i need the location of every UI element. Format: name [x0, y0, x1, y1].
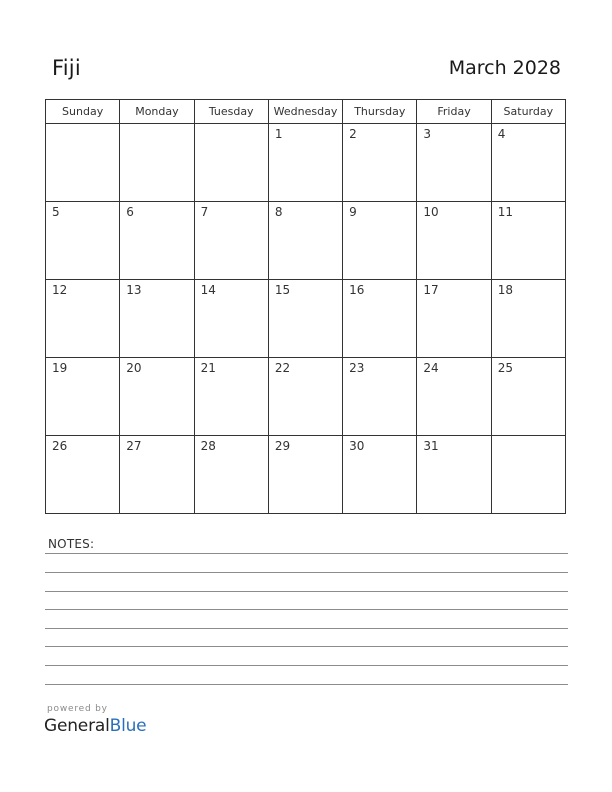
month-year-title: March 2028	[448, 57, 561, 79]
day-cell	[46, 436, 120, 514]
day-number: 3	[423, 127, 432, 141]
day-cell	[194, 280, 268, 358]
day-number: 25	[497, 361, 513, 375]
day-number: 11	[497, 205, 513, 219]
day-cell	[417, 436, 491, 514]
day-cell	[491, 358, 565, 436]
day-cell	[491, 124, 565, 202]
day-number: 6	[126, 205, 134, 219]
day-cell	[120, 124, 194, 202]
note-line	[45, 665, 568, 666]
weekday-wednesday: Wednesday	[268, 100, 342, 124]
day-cell	[194, 124, 268, 202]
note-line	[45, 572, 568, 573]
note-line	[45, 646, 568, 647]
powered-by-text: powered by	[47, 704, 108, 714]
day-cell	[491, 280, 565, 358]
brand-blue: Blue	[109, 716, 147, 736]
day-number: 13	[126, 283, 142, 297]
day-number: 10	[423, 205, 439, 219]
weekday-thursday: Thursday	[343, 100, 417, 124]
day-number: 21	[200, 361, 216, 375]
week-row-1	[46, 124, 566, 202]
day-cell	[417, 358, 491, 436]
day-cell	[343, 358, 417, 436]
day-number: 30	[349, 439, 365, 453]
notes-label: NOTES:	[48, 537, 95, 551]
week-row-3	[46, 280, 566, 358]
day-cell	[268, 202, 342, 280]
note-line	[45, 591, 568, 592]
day-number: 14	[200, 283, 216, 297]
note-line	[45, 609, 568, 610]
day-cell	[120, 280, 194, 358]
note-line	[45, 628, 568, 629]
day-number: 5	[52, 205, 60, 219]
day-number: 4	[497, 127, 506, 141]
day-cell	[46, 124, 120, 202]
day-cell	[268, 436, 342, 514]
day-number: 7	[200, 205, 209, 219]
day-cell	[268, 280, 342, 358]
day-number: 27	[126, 439, 142, 453]
day-cell	[46, 202, 120, 280]
day-number: 19	[52, 361, 68, 375]
day-number: 8	[274, 205, 283, 219]
country-title: Fiji	[52, 56, 81, 80]
day-cell	[194, 202, 268, 280]
day-number: 2	[349, 127, 357, 141]
day-cell	[194, 436, 268, 514]
day-number: 22	[274, 361, 291, 375]
day-number: 28	[200, 439, 216, 453]
day-cell	[343, 436, 417, 514]
day-number: 15	[274, 283, 291, 297]
weekday-sunday: Sunday	[46, 100, 120, 124]
day-number	[120, 124, 193, 127]
day-cell	[120, 358, 194, 436]
day-number: 18	[497, 283, 513, 297]
day-number	[46, 124, 119, 127]
day-number: 16	[349, 283, 365, 297]
day-cell	[417, 280, 491, 358]
week-row-4	[46, 358, 566, 436]
week-row-5	[46, 436, 566, 514]
day-number	[195, 124, 268, 127]
weekday-saturday: Saturday	[491, 100, 565, 124]
weekday-friday: Friday	[417, 100, 491, 124]
brand-general: General	[44, 716, 110, 736]
day-cell	[491, 202, 565, 280]
day-cell	[417, 202, 491, 280]
day-number: 24	[423, 361, 439, 375]
day-number: 17	[423, 283, 439, 297]
day-cell	[343, 124, 417, 202]
day-number: 29	[274, 439, 291, 453]
day-cell	[417, 124, 491, 202]
day-number: 20	[126, 361, 142, 375]
day-cell	[120, 202, 194, 280]
day-number	[492, 436, 565, 439]
day-cell	[268, 124, 342, 202]
brand-logo[interactable]	[44, 716, 146, 736]
weekday-monday: Monday	[120, 100, 194, 124]
day-number: 26	[52, 439, 68, 453]
day-number: 23	[349, 361, 365, 375]
week-row-2	[46, 202, 566, 280]
day-cell	[491, 436, 565, 514]
day-cell	[343, 202, 417, 280]
day-cell	[268, 358, 342, 436]
calendar-grid	[45, 99, 566, 514]
day-cell	[194, 358, 268, 436]
day-cell	[46, 280, 120, 358]
weekday-header-row	[46, 100, 566, 124]
day-cell	[46, 358, 120, 436]
day-cell	[343, 280, 417, 358]
day-number: 12	[52, 283, 68, 297]
note-line	[45, 684, 568, 685]
day-cell	[120, 436, 194, 514]
day-number: 9	[349, 205, 357, 219]
day-number: 31	[423, 439, 439, 453]
weekday-tuesday: Tuesday	[194, 100, 268, 124]
note-line	[45, 553, 568, 554]
day-number: 1	[274, 127, 283, 141]
